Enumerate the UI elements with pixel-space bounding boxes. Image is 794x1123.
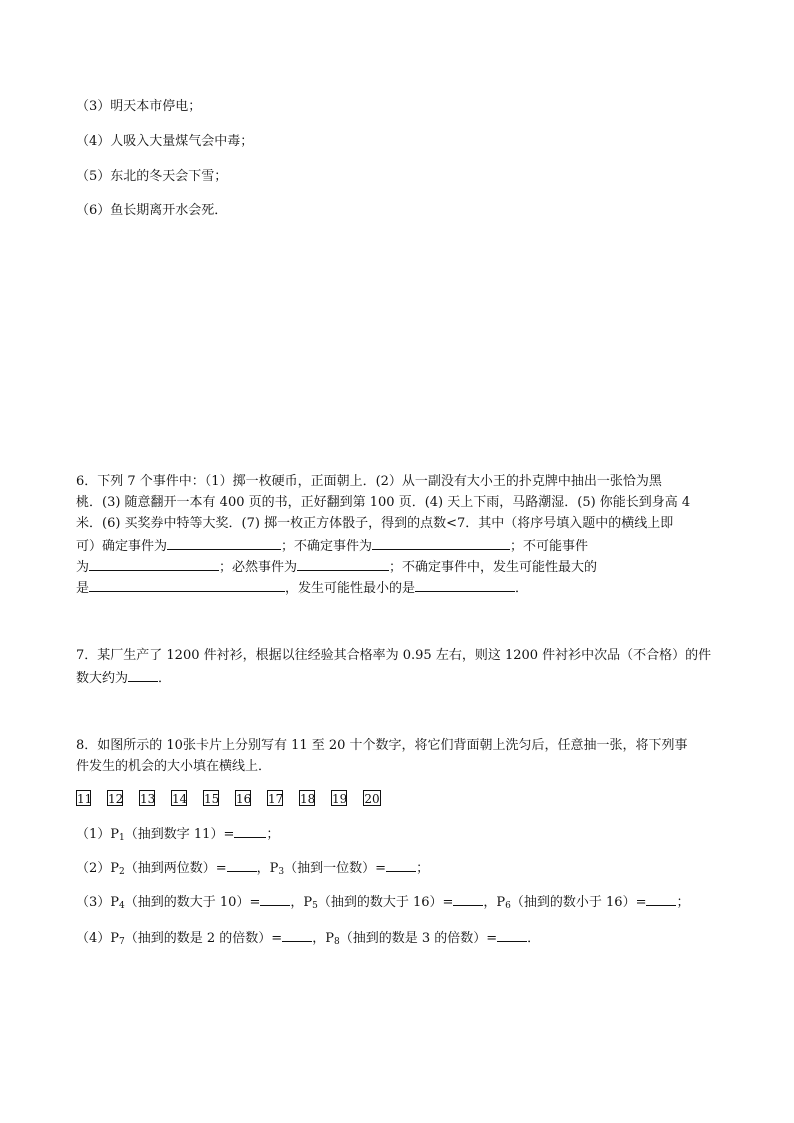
number-card: 16 bbox=[236, 792, 252, 806]
question-8-line: 8．如图所示的 10张卡片上分别写有 11 至 20 十个数字，将它们背面朝上洗匀后，任意抽一张，将下列事 bbox=[76, 738, 688, 753]
text: ，发生可能性最小的是 bbox=[285, 581, 416, 596]
text: ；必然事件为 bbox=[219, 560, 298, 575]
text: 数大约为 bbox=[76, 671, 129, 686]
list-item: （6）鱼长期离开水会死． bbox=[76, 203, 228, 218]
text: ． bbox=[515, 581, 529, 596]
text: （抽到的数小于 16）= bbox=[510, 895, 647, 910]
text: （抽到两位数）= bbox=[124, 861, 227, 876]
text: （1）P bbox=[76, 827, 120, 842]
answer-blank[interactable] bbox=[128, 667, 158, 682]
list-item: （4）人吸入大量煤气会中毒； bbox=[76, 134, 254, 149]
text: ，P bbox=[312, 931, 334, 946]
question-6-line: 米．(6) 买奖券中特等大奖．(7) 掷一枚正方体骰子，得到的点数<7．其中（将序号填入题中的横线上即 bbox=[76, 516, 674, 531]
subscript: 4 bbox=[119, 901, 125, 911]
text: （3）P bbox=[76, 895, 120, 910]
text: ． bbox=[158, 671, 172, 686]
subscript: 1 bbox=[119, 833, 125, 843]
answer-blank[interactable] bbox=[297, 556, 389, 571]
subscript: 6 bbox=[505, 901, 511, 911]
number-card: 11 bbox=[77, 792, 93, 806]
sub-question-1 bbox=[76, 823, 279, 848]
answer-blank[interactable] bbox=[453, 891, 483, 906]
text: ，P bbox=[483, 895, 506, 910]
question-6-line bbox=[76, 556, 597, 578]
sub-question-3 bbox=[76, 891, 689, 916]
text: ；不可能事件 bbox=[510, 539, 589, 554]
subscript: 7 bbox=[119, 937, 125, 947]
answer-blank[interactable] bbox=[167, 535, 281, 550]
text: 是 bbox=[76, 581, 90, 596]
question-7-line bbox=[76, 667, 171, 689]
text: （抽到的数大于 16）= bbox=[317, 895, 454, 910]
answer-blank[interactable] bbox=[386, 857, 416, 872]
text: 可）确定事件为 bbox=[76, 539, 168, 554]
text: （抽到的数大于 10）= bbox=[124, 895, 261, 910]
text: ，P bbox=[290, 895, 313, 910]
question-6-line: 桃．(3) 随意翻开一本有 400 页的书，正好翻到第 100 页．(4) 天上下雨，马路潮湿．(5) 你能长到身高 4 bbox=[76, 495, 691, 510]
text: （抽到数字 11）= bbox=[124, 827, 235, 842]
list-item: （5）东北的冬天会下雪； bbox=[76, 169, 228, 184]
answer-blank[interactable] bbox=[227, 857, 257, 872]
number-card: 13 bbox=[140, 792, 156, 806]
question-6-line: 6．下列 7 个事件中：（1）掷一枚硬币，正面朝上．(2）从一副没有大小王的扑克牌中抽出一张恰为黑 bbox=[76, 474, 662, 489]
answer-blank[interactable] bbox=[282, 927, 312, 942]
number-card: 19 bbox=[332, 792, 348, 806]
answer-blank[interactable] bbox=[646, 891, 676, 906]
text: ； bbox=[676, 895, 690, 910]
answer-blank[interactable] bbox=[234, 823, 266, 838]
text: （抽到一位数）= bbox=[284, 861, 387, 876]
answer-blank[interactable] bbox=[497, 927, 527, 942]
question-6-line bbox=[76, 535, 588, 557]
number-card: 17 bbox=[268, 792, 284, 806]
question-6-line bbox=[76, 577, 528, 599]
answer-blank[interactable] bbox=[415, 577, 515, 592]
answer-blank[interactable] bbox=[260, 891, 290, 906]
answer-blank[interactable] bbox=[89, 556, 219, 571]
subscript: 2 bbox=[119, 867, 125, 877]
number-card: 15 bbox=[204, 792, 220, 806]
sub-question-2 bbox=[76, 857, 429, 882]
subscript: 8 bbox=[333, 937, 340, 947]
text: （2）P bbox=[76, 861, 120, 876]
text: （抽到的数是 2 的倍数）= bbox=[124, 931, 283, 946]
text: ； bbox=[266, 827, 280, 842]
text: （4）P bbox=[76, 931, 120, 946]
question-8-line: 件发生的机会的大小填在横线上． bbox=[76, 759, 272, 774]
text: ； bbox=[416, 861, 430, 876]
text: ，P bbox=[256, 861, 279, 876]
subscript: 5 bbox=[312, 901, 318, 911]
question-7-line: 7．某厂生产了 1200 件衬衫，根据以往经验其合格率为 0.95 左右，则这 1200 件衬衫中次品（不合格）的件 bbox=[76, 648, 712, 663]
list-item: （3）明天本市停电； bbox=[76, 99, 202, 114]
text: （抽到的数是 3 的倍数）= bbox=[339, 931, 498, 946]
sub-question-4 bbox=[76, 927, 540, 952]
text: ；不确定事件为 bbox=[281, 539, 373, 554]
subscript: 3 bbox=[278, 867, 285, 877]
number-card: 18 bbox=[300, 792, 316, 806]
text: 为 bbox=[76, 560, 90, 575]
answer-blank[interactable] bbox=[372, 535, 510, 550]
text: ；不确定事件中，发生可能性最大的 bbox=[389, 560, 598, 575]
number-card: 20 bbox=[364, 792, 380, 806]
answer-blank[interactable] bbox=[89, 577, 285, 592]
number-card: 12 bbox=[108, 792, 124, 806]
number-card: 14 bbox=[172, 792, 188, 806]
text: ． bbox=[527, 931, 541, 946]
